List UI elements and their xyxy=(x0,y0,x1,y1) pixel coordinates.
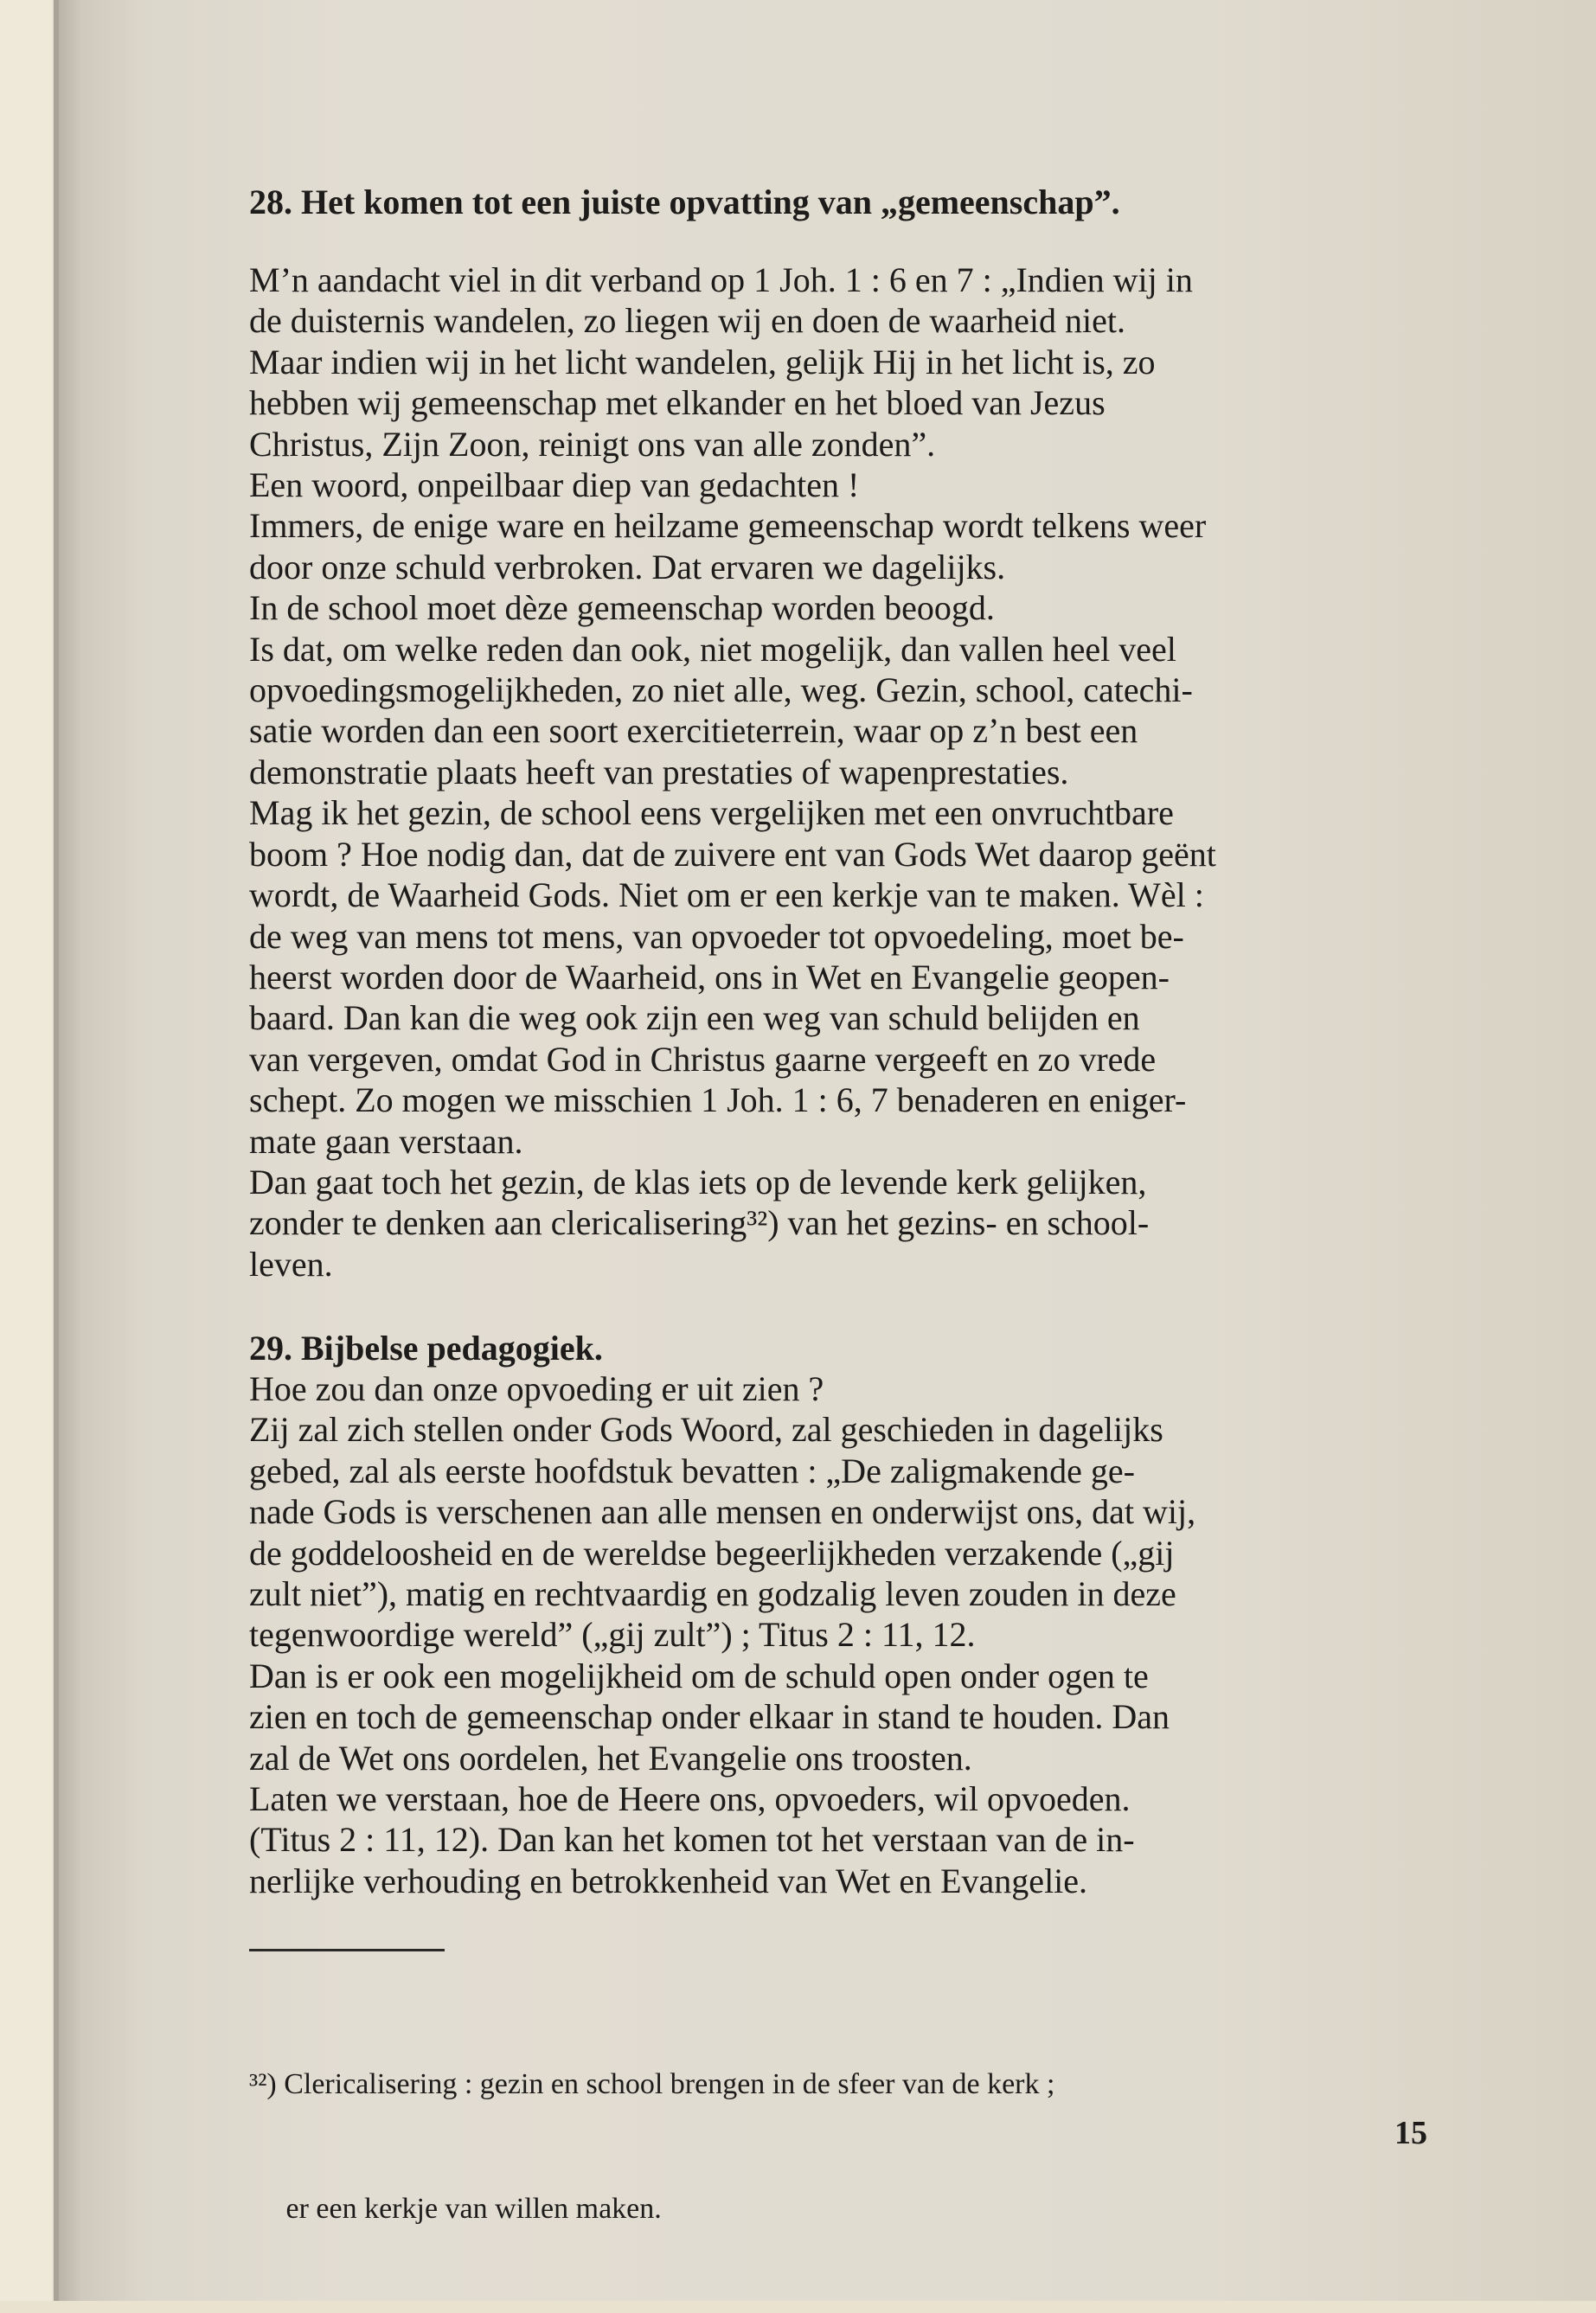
text-line: hebben wij gemeenschap met elkander en het bloed van Jezus xyxy=(249,383,1106,423)
text-line: Is dat, om welke reden dan ook, niet mogelijk, dan vallen heel veel xyxy=(249,629,1176,669)
text-line: door onze schuld verbroken. Dat ervaren we dagelijks. xyxy=(249,547,1006,586)
text-line: Maar indien wij in het licht wandelen, gelijk Hij in het licht is, zo xyxy=(249,342,1156,381)
text-line: Hoe zou dan onze opvoeding er uit zien ? xyxy=(249,1369,824,1408)
page-number: 15 xyxy=(1394,2115,1427,2151)
text-line: baard. Dan kan die weg ook zijn een weg van schuld belijden en xyxy=(249,998,1140,1038)
text-line: Zij zal zich stellen onder Gods Woord, zal geschieden in dagelijks xyxy=(249,1410,1163,1450)
text-line: zult niet”), matig en rechtvaardig en godzalig leven zouden in deze xyxy=(249,1574,1176,1614)
text-line: de duisternis wandelen, zo liegen wij en doen de waarheid niet. xyxy=(249,301,1125,341)
text-line: opvoedingsmogelijkheden, zo niet alle, weg. Gezin, school, catechi- xyxy=(249,670,1193,710)
text-line: zien en toch de gemeenschap onder elkaar in stand te houden. Dan xyxy=(249,1697,1170,1737)
section-28-heading: 28. Het komen tot een juiste opvatting van „gemeenschap”. xyxy=(249,183,1120,221)
section-29-heading: 29. Bijbelse pedagogiek. xyxy=(249,1329,603,1368)
text-line: nerlijke verhouding en betrokkenheid van Wet en Evangelie. xyxy=(249,1861,1088,1900)
text-line: de weg van mens tot mens, van opvoeder tot opvoedeling, moet be- xyxy=(249,916,1184,956)
footnote xyxy=(249,1981,1434,2313)
text-line: gebed, zal als eerste hoofdstuk bevatten : „De zaligmakende ge- xyxy=(249,1451,1136,1490)
footnote-divider xyxy=(249,1949,445,1951)
text-line: Dan is er ook een mogelijkheid om de schuld open onder ogen te xyxy=(249,1656,1149,1695)
text-line: de goddeloosheid en de wereldse begeerlijkheden verzakende („gij xyxy=(249,1533,1175,1573)
text-line: Laten we verstaan, hoe de Heere ons, opvoeders, wil opvoeden. xyxy=(249,1779,1131,1819)
text-line: Immers, de enige ware en heilzame gemeenschap wordt telkens weer xyxy=(249,506,1207,546)
text-line: satie worden dan een soort exercitieterrein, waar op z’n best een xyxy=(249,711,1138,751)
text-line: wordt, de Waarheid Gods. Niet om er een kerkje van te maken. Wèl : xyxy=(249,875,1204,915)
text-line: schept. Zo mogen we misschien 1 Joh. 1 : 6, 7 benaderen en eniger- xyxy=(249,1080,1187,1120)
text-line: leven. xyxy=(249,1244,333,1284)
text-line: nade Gods is verschenen aan alle mensen en onderwijst ons, dat wij, xyxy=(249,1492,1196,1532)
text-line: mate gaan verstaan. xyxy=(249,1121,523,1161)
text-line: van vergeven, omdat God in Christus gaarne vergeeft en zo vrede xyxy=(249,1039,1157,1079)
text-line: boom ? Hoe nodig dan, dat de zuivere ent van Gods Wet daarop geënt xyxy=(249,834,1216,874)
text-line: Mag ik het gezin, de school eens vergelijken met een onvruchtbare xyxy=(249,793,1174,833)
text-line: Een woord, onpeilbaar diep van gedachten ! xyxy=(249,465,860,505)
text-line: Christus, Zijn Zoon, reinigt ons van alle zonden”. xyxy=(249,424,936,464)
section-28-body xyxy=(249,259,1434,1285)
text-line: demonstratie plaats heeft van prestaties of wapenprestaties. xyxy=(249,752,1069,791)
text-line: zal de Wet ons oordelen, het Evangelie ons troosten. xyxy=(249,1738,972,1778)
footnote-line: ³²) Clericalisering : gezin en school brengen in de sfeer van de kerk ; xyxy=(249,2068,1055,2100)
text-line: Dan gaat toch het gezin, de klas iets op de levende kerk gelijken, xyxy=(249,1162,1147,1201)
text-line: (Titus 2 : 11, 12). Dan kan het komen tot het verstaan van de in- xyxy=(249,1820,1135,1860)
page-gutter xyxy=(54,0,59,2301)
text-line: heerst worden door de Waarheid, ons in Wet en Evangelie geopen- xyxy=(249,957,1170,996)
text-line: M’n aandacht viel in dit verband op 1 Joh. 1 : 6 en 7 : „Indien wij in xyxy=(249,260,1193,299)
text-line: zonder te denken aan clericalisering³²) van het gezins- en school- xyxy=(249,1203,1150,1243)
text-line: In de school moet dèze gemeenschap worden beoogd. xyxy=(249,588,995,628)
footnote-line: er een kerkje van willen maken. xyxy=(249,2193,662,2225)
section-29 xyxy=(249,1328,1434,1901)
text-line: tegenwoordige wereld” („gij zult”) ; Titus 2 : 11, 12. xyxy=(249,1615,976,1655)
